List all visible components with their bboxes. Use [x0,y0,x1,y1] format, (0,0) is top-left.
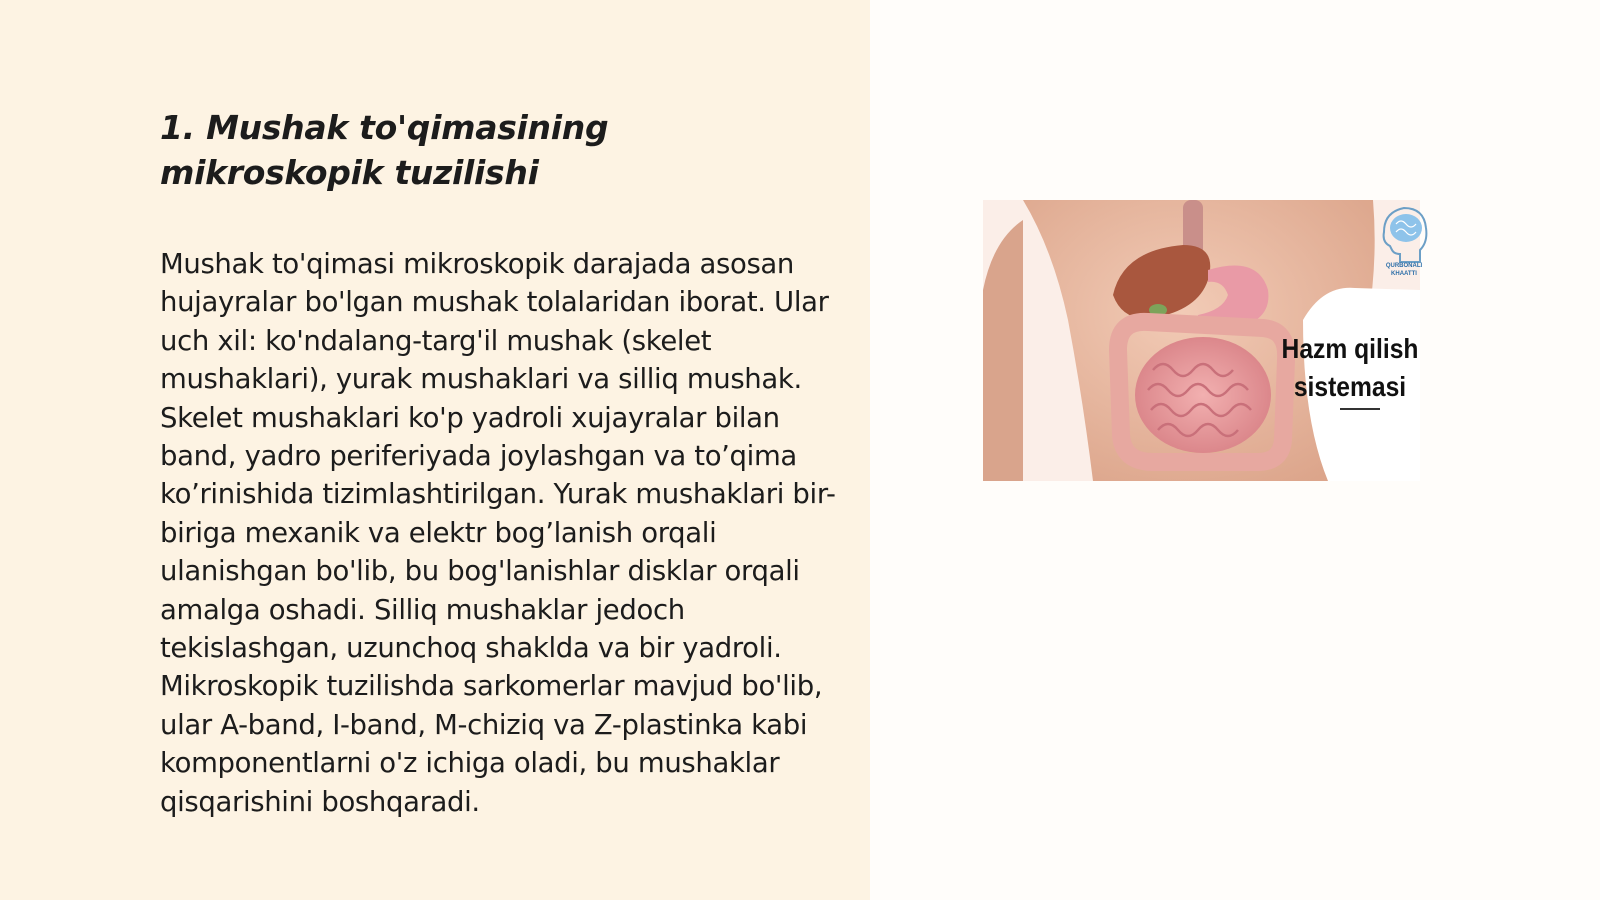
slide-body-text: Mushak to'qimasi mikroskopik darajada asosan hujayralar bo'lgan mushak tolalaridan iborat. Ular uch xil: ko'ndalang-targ'il mushak (skelet mushaklari), yurak mushaklari va silliq mushak. Skelet mushaklari ko'p yadroli xujayralar bilan band, yadro periferiyada joylashgan va to’qima ko’rinishida tizimlashtirilgan. Yurak mushaklari bir-biriga mexanik va elektr bog’lanish orqali ulanishgan bo'lib, bu bog'lanishlar disklar orqali amalga oshadi. Silliq mushaklar jedoch tekislashgan, uzunchoq shaklda va bir yadroli. Mikroskopik tuzilishda sarkomerlar mavjud bo'lib, ular A-band, I-band, M-chiziq va Z-plastinka kabi komponentlarni o'z ichiga oladi, bu mushaklar qisqarishini boshqaradi. [160,248,836,818]
caption-underline [1340,408,1380,410]
logo-text: QURBONALI KHAATTI [1385,263,1423,277]
slide-title: 1. Mushak to'qimasining mikroskopik tuzilishi [160,108,609,192]
figure-caption: Hazm qilish sistemasi [1281,333,1419,402]
